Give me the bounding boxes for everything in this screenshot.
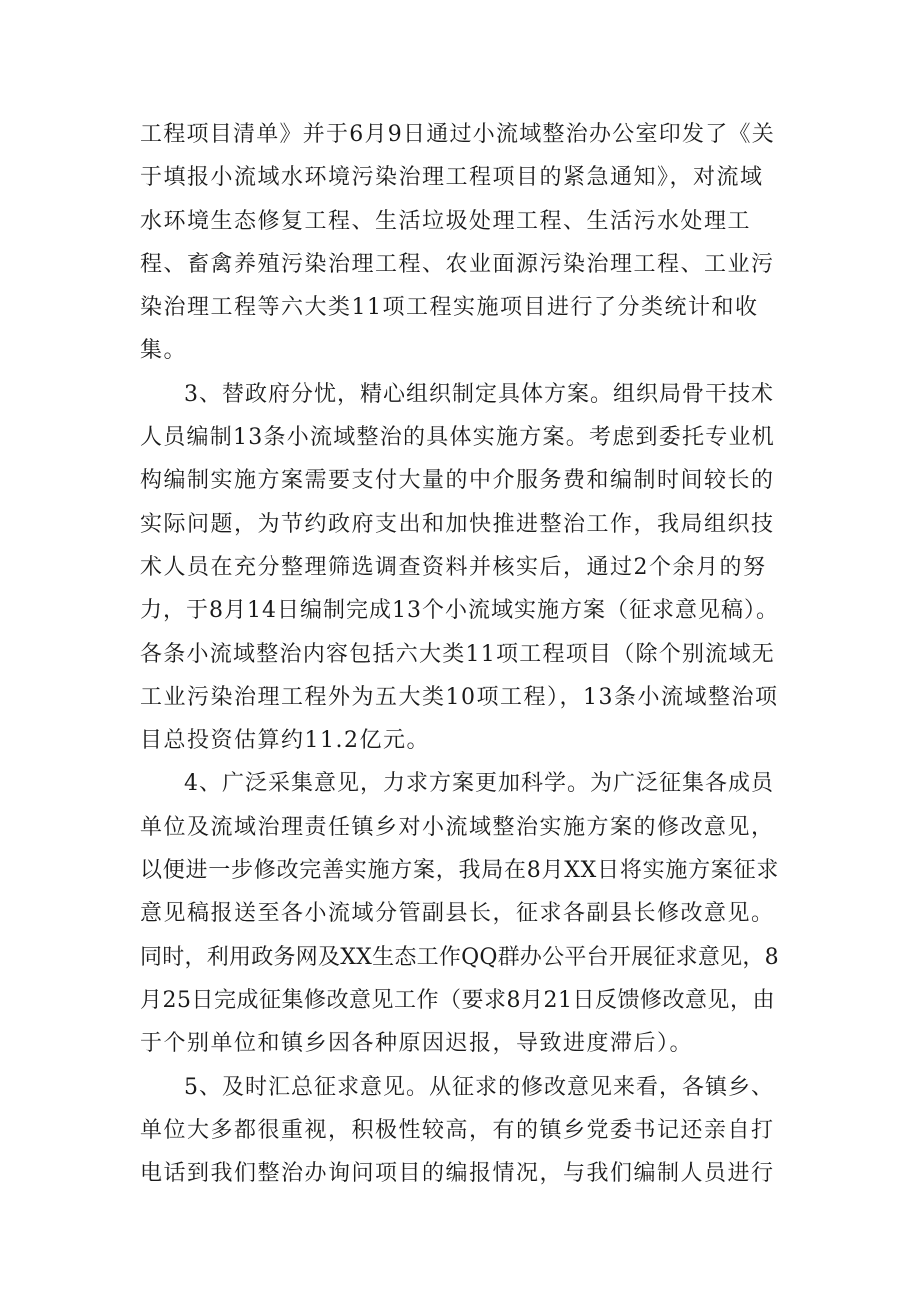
text-line: 工业污染治理工程外为五大类10项工程），13条小流域整治项 <box>140 684 779 710</box>
text-line: 同时，利用政务网及XX生态工作QQ群办公平台开展征求意见，8 <box>140 944 779 970</box>
document-body <box>140 113 780 1195</box>
text-line: 3、替政府分忧，精心组织制定具体方案。组织局骨干技术 <box>184 381 774 407</box>
text-line: 电话到我们整治办询问项目的编报情况，与我们编制人员进行 <box>140 1161 775 1187</box>
text-line: 5、及时汇总征求意见。从征求的修改意见来看，各镇乡、 <box>184 1074 774 1100</box>
text-line: 集。 <box>140 338 188 364</box>
text-line: 程、畜禽养殖污染治理工程、农业面源污染治理工程、工业污 <box>140 251 775 277</box>
text-line: 于填报小流域水环境污染治理工程项目的紧急通知》，对流域 <box>140 165 764 191</box>
text-line: 各条小流域整治内容包括六大类11项工程项目（除个别流域无 <box>140 641 775 667</box>
text-line: 以便进一步修改完善实施方案，我局在8月XX日将实施方案征求 <box>140 858 780 884</box>
text-line: 术人员在充分整理筛选调查资料并核实后，通过2个余月的努 <box>140 554 767 580</box>
text-line: 水环境生态修复工程、生活垃圾处理工程、生活污水处理工 <box>140 208 752 234</box>
text-line: 染治理工程等六大类11项工程实施项目进行了分类统计和收 <box>140 295 759 321</box>
text-line: 目总投资估算约11.2亿元。 <box>140 728 430 754</box>
text-line: 实际问题，为节约政府支出和加快推进整治工作，我局组织技 <box>140 511 775 537</box>
text-line: 单位大多都很重视，积极性较高，有的镇乡党委书记还亲自打 <box>140 1117 775 1143</box>
text-line: 意见稿报送至各小流域分管副县长，征求各副县长修改意见。 <box>140 901 775 927</box>
text-line: 4、广泛采集意见，力求方案更加科学。为广泛征集各成员 <box>184 771 774 797</box>
text-line: 力，于8月14日编制完成13个小流域实施方案（征求意见稿）。 <box>140 598 779 624</box>
text-line: 月25日完成征集修改意见工作（要求8月21日反馈修改意见，由 <box>140 987 775 1013</box>
text-line: 构编制实施方案需要支付大量的中介服务费和编制时间较长的 <box>140 468 775 494</box>
text-line: 于个别单位和镇乡因各种原因迟报，导致进度滞后）。 <box>140 1031 694 1057</box>
text-line: 工程项目清单》并于6月9日通过小流域整治办公室印发了《关 <box>140 122 775 147</box>
text-line: 人员编制13条小流域整治的具体实施方案。考虑到委托专业机 <box>140 425 775 451</box>
text-line: 单位及流域治理责任镇乡对小流域整治实施方案的修改意见， <box>140 814 775 840</box>
